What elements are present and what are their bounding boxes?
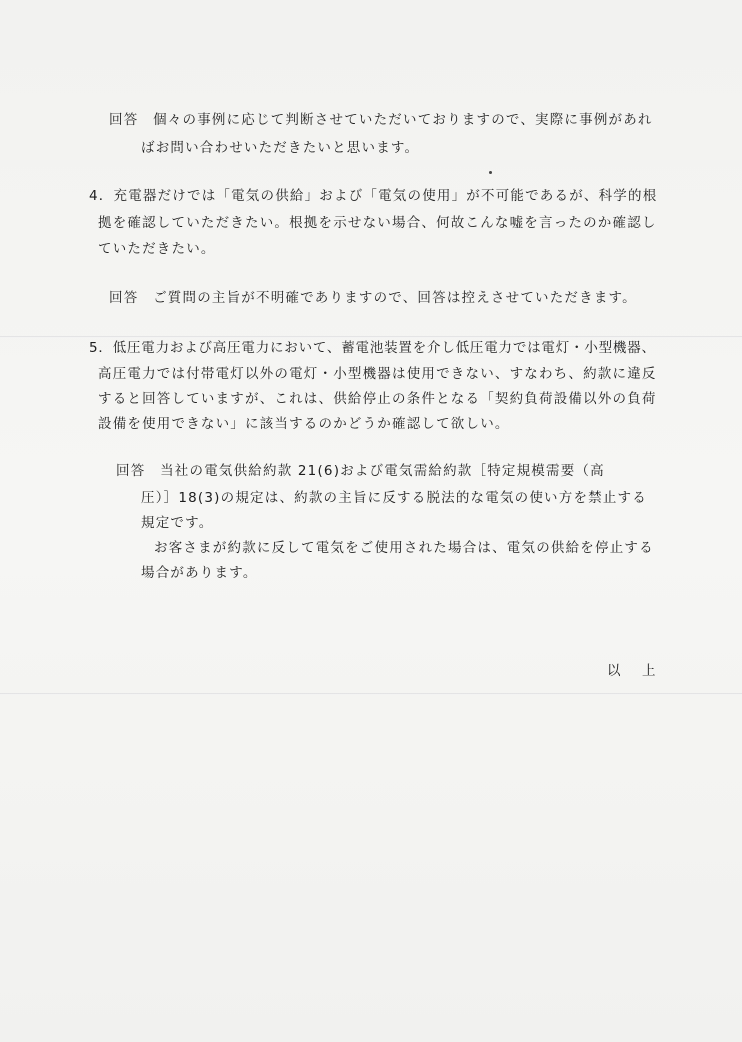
answer-5-line-4: お客さまが約款に反して電気をご使用された場合は、電気の供給を停止する bbox=[154, 540, 654, 556]
answer-5-line-1: 回答 当社の電気供給約款 21(6)および電気需給約款［特定規模需要（高 bbox=[116, 463, 605, 479]
ink-speck bbox=[489, 171, 492, 174]
closing-mark: 以 上 bbox=[607, 663, 660, 679]
answer-3-line-1: 回答 個々の事例に応じて判断させていただいておりますので、実際に事例があれ bbox=[109, 112, 653, 128]
paper-fold-line bbox=[0, 336, 742, 338]
question-5-line-3: すると回答していますが、これは、供給停止の条件となる「契約負荷設備以外の負荷 bbox=[98, 391, 657, 407]
answer-5-line-3: 規定です。 bbox=[141, 515, 214, 531]
question-4-line-3: ていただきたい。 bbox=[98, 241, 216, 257]
question-5-line-4: 設備を使用できない」に該当するのかどうか確認して欲しい。 bbox=[98, 416, 510, 432]
question-5-line-1: 5．低圧電力および高圧電力において、蓄電池装置を介し低圧電力では電灯・小型機器、 bbox=[89, 340, 656, 356]
paper-fold-line bbox=[0, 693, 742, 695]
answer-5-line-5: 場合があります。 bbox=[141, 565, 258, 581]
question-4-line-2: 拠を確認していただきたい。根拠を示せない場合、何故こんな嘘を言ったのか確認し bbox=[98, 215, 657, 231]
question-5-line-2: 高圧電力では付帯電灯以外の電灯・小型機器は使用できない、すなわち、約款に違反 bbox=[98, 366, 657, 382]
answer-5-line-2: 圧）］18(3)の規定は、約款の主旨に反する脱法的な電気の使い方を禁止する bbox=[141, 490, 647, 506]
answer-3-line-2: ばお問い合わせいただきたいと思います。 bbox=[141, 140, 420, 156]
question-4-line-1: 4．充電器だけでは「電気の供給」および「電気の使用」が不可能であるが、科学的根 bbox=[89, 188, 658, 204]
answer-4-line-1: 回答 ご質問の主旨が不明確でありますので、回答は控えさせていただきます。 bbox=[109, 290, 637, 306]
